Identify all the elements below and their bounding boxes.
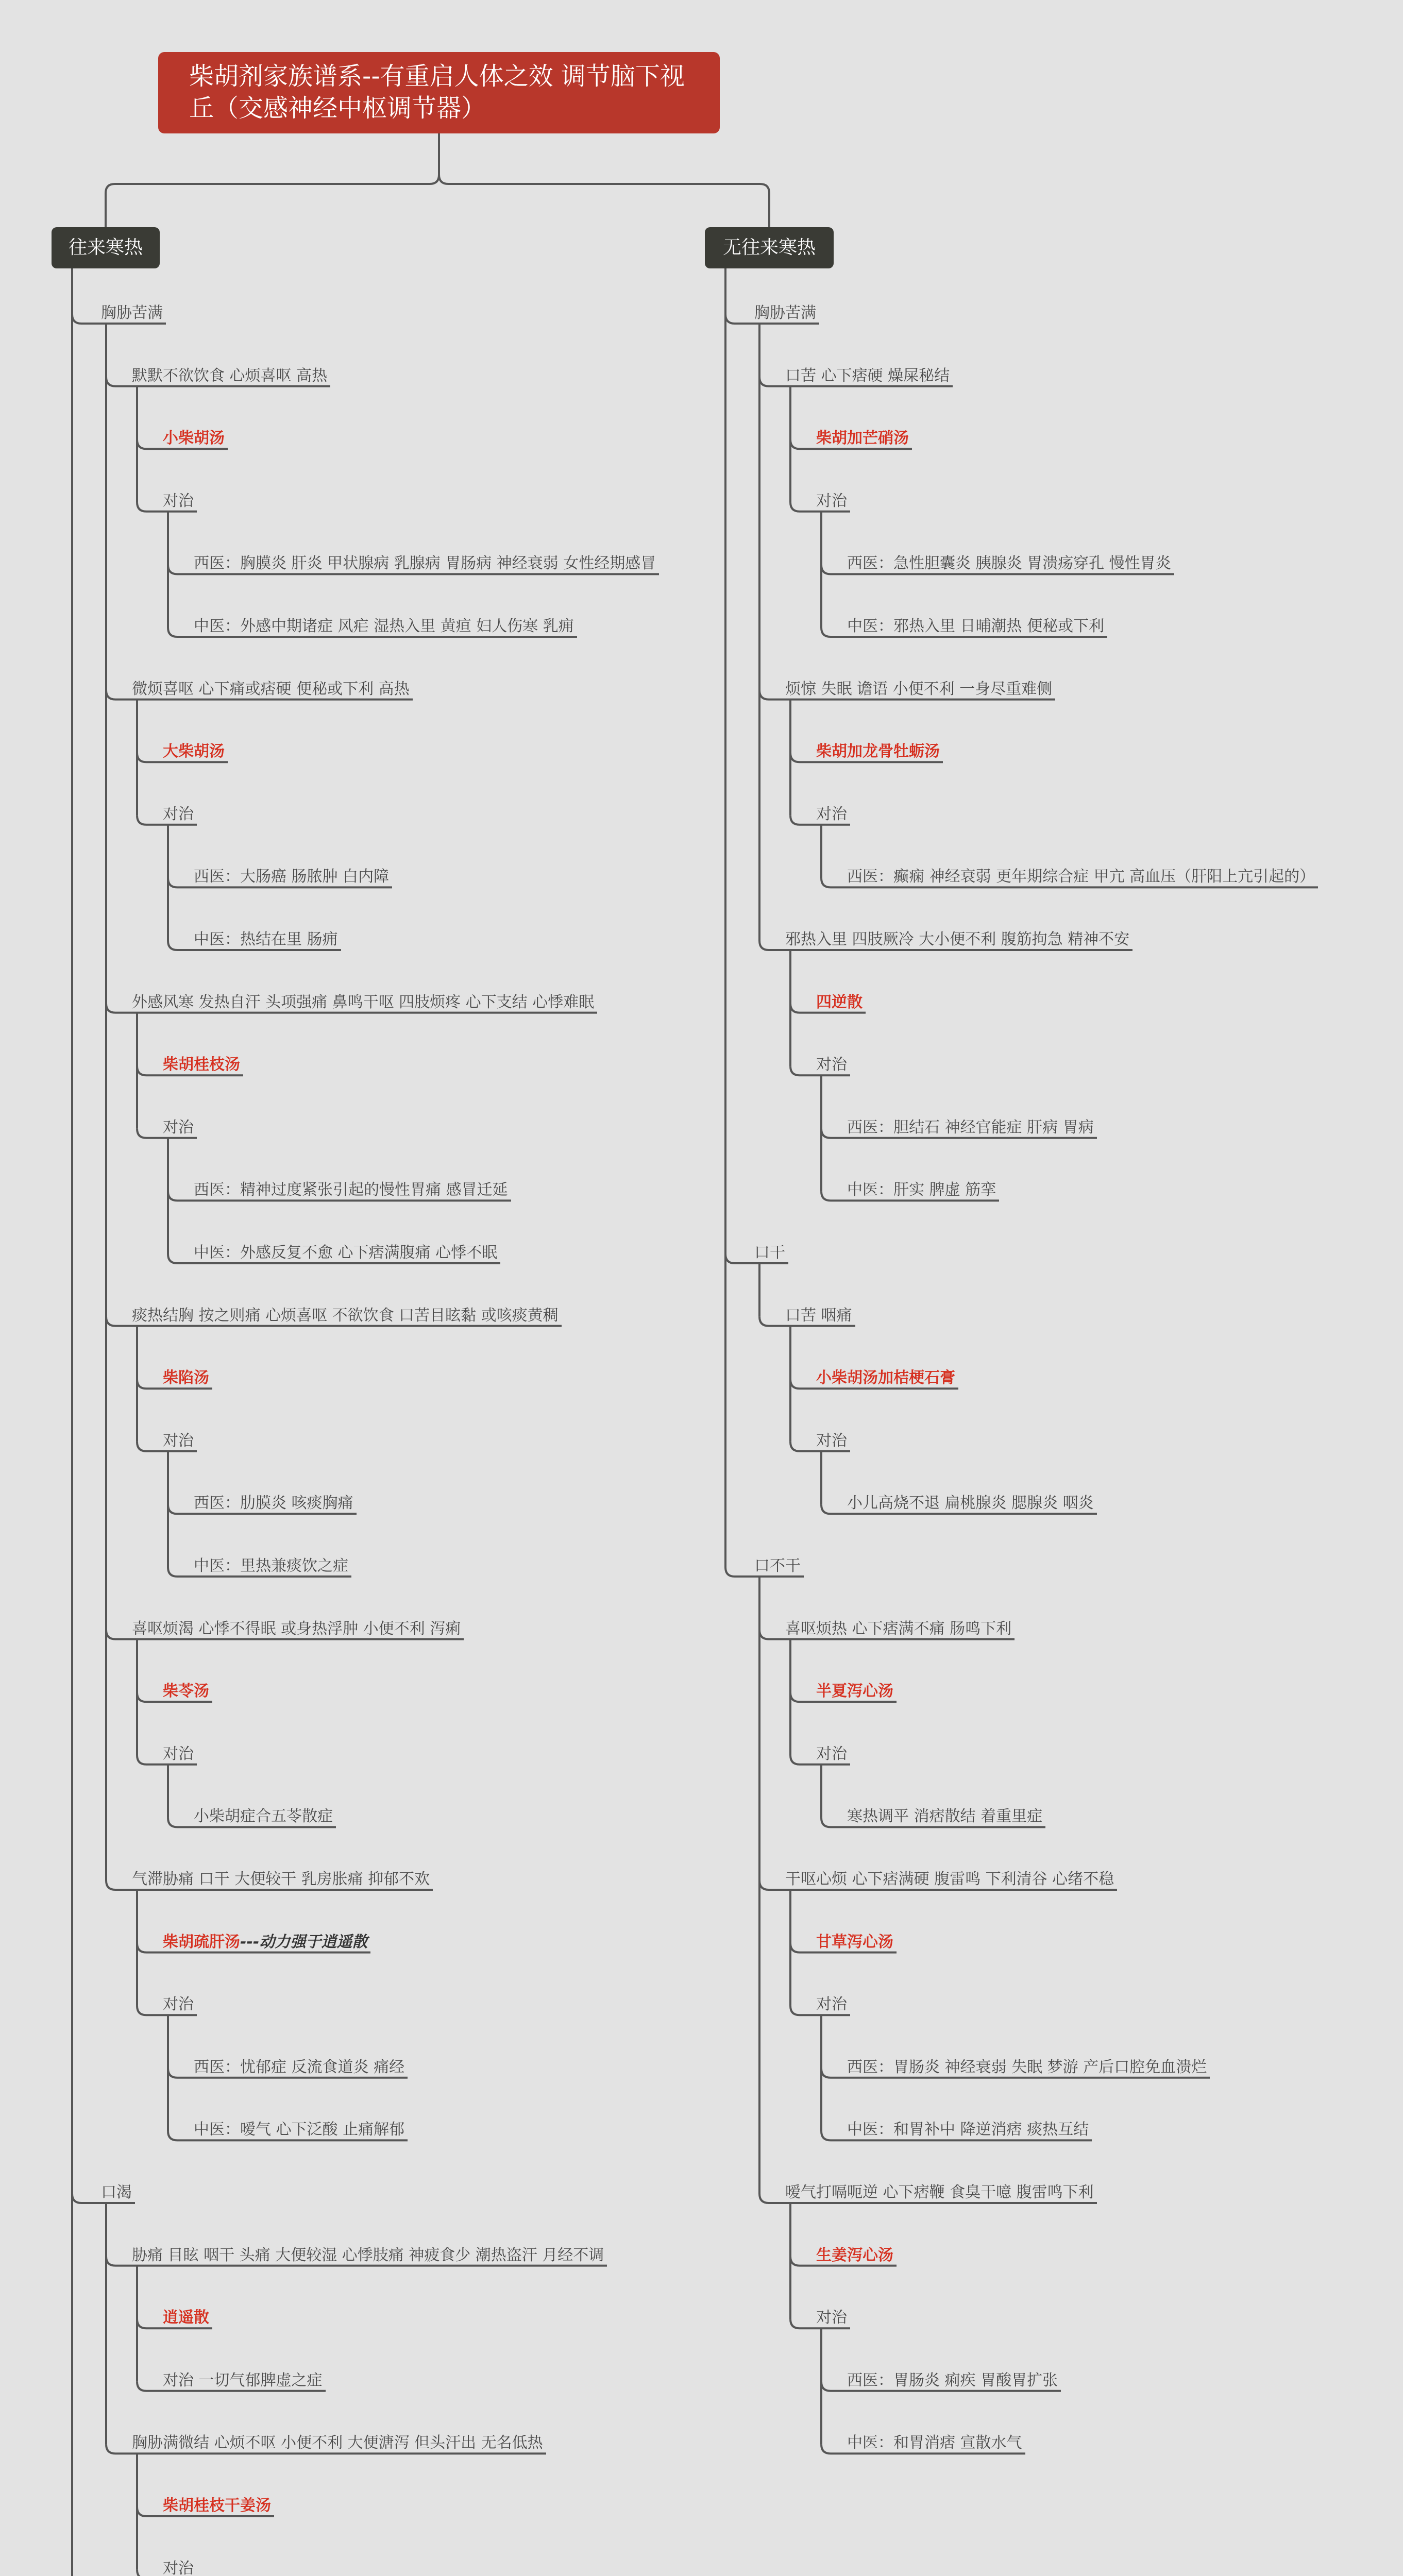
treat-label-1-2-0[interactable] [816, 1744, 847, 1765]
indication-1-2-1-0-label: 西医：胃肠炎 神经衰弱 失眠 梦游 产后口腔免血溃烂 [847, 2058, 1207, 2076]
indication-0-0-3-0[interactable] [194, 1493, 353, 1514]
formula-0-0-3-label: 柴陷汤 [163, 1369, 209, 1387]
connector [759, 1630, 782, 1639]
connector [759, 2194, 782, 2203]
connector [821, 878, 844, 887]
treat-label-1-2-1[interactable] [816, 1994, 847, 2015]
group-1-2[interactable] [754, 1556, 801, 1577]
treat-label-1-0-1[interactable] [816, 804, 847, 825]
formula-0-0-2-label: 柴胡桂枝汤 [163, 1056, 240, 1074]
connector [821, 628, 844, 637]
connector [72, 2194, 98, 2203]
indication-0-0-5-1-label: 中医：嗳气 心下泛酸 止痛解郁 [194, 2121, 405, 2139]
connector [137, 1442, 160, 1451]
connector [821, 2131, 844, 2140]
indication-0-0-1-1-label: 中医：热结在里 肠痈 [194, 930, 338, 948]
connector [790, 1943, 813, 1953]
indication-0-0-3-0-label: 西医：肋膜炎 咳痰胸痛 [194, 1494, 353, 1513]
connector [790, 1692, 813, 1702]
treat-label-0-0-2-label: 对治 [163, 1118, 194, 1137]
connector [790, 2257, 813, 2266]
connector [821, 2069, 844, 2078]
formula-1-0-0-label: 柴胡加芒硝汤 [816, 429, 909, 448]
connector [759, 377, 782, 386]
treat-label-1-0-0-label: 对治 [816, 492, 847, 510]
connector [137, 1066, 160, 1075]
connector [168, 1504, 191, 1514]
group-0-0[interactable] [101, 303, 163, 324]
connector [137, 1379, 160, 1388]
group-1-1[interactable] [754, 1243, 785, 1263]
formula-0-1-1-label: 柴胡桂枝干姜汤 [163, 2497, 271, 2515]
indication-1-2-2-1-label: 中医：和胃消痞 宣散水气 [847, 2434, 1022, 2452]
formula-1-2-2-label: 生姜泻心汤 [816, 2246, 893, 2264]
indication-1-2-1-1-label: 中医：和胃补中 降逆消痞 痰热互结 [847, 2121, 1089, 2139]
connector [137, 816, 160, 825]
treat-label-0-0-1-label: 对治 [163, 805, 194, 823]
treatment-0-1-0[interactable] [163, 2370, 323, 2391]
treat-label-0-0-3[interactable] [163, 1431, 194, 1451]
formula-1-1-0-label: 小柴胡汤加桔梗石膏 [816, 1369, 955, 1387]
treat-label-1-0-1-label: 对治 [816, 805, 847, 823]
formula-0-0-2[interactable] [163, 1055, 240, 1075]
indication-1-2-0-0-label: 寒热调平 消痞散结 着重里症 [847, 1807, 1043, 1826]
treat-label-1-2-2-label: 对治 [816, 2309, 847, 2327]
treat-label-0-1-1[interactable] [163, 2558, 194, 2576]
indication-0-0-4-0-label: 小柴胡症合五苓散症 [194, 1807, 333, 1826]
formula-1-0-0[interactable] [816, 428, 909, 449]
indication-0-0-2-1[interactable] [194, 1243, 497, 1263]
group-1-0-label: 胸胁苦满 [754, 304, 816, 322]
symptom-1-0-0[interactable] [785, 366, 950, 386]
symptom-1-2-1-label: 干呕心烦 心下痞满硬 腹雷鸣 下利清谷 心绪不稳 [785, 1870, 1114, 1888]
symptom-0-1-0[interactable] [132, 2245, 604, 2266]
formula-0-0-5-label: 柴胡疏肝汤 [163, 1933, 240, 1951]
treat-label-1-1-0-label: 对治 [816, 1431, 847, 1450]
indication-1-0-2-0[interactable] [847, 1117, 1094, 1138]
treat-label-1-0-0[interactable] [816, 491, 847, 512]
connector [725, 1567, 751, 1577]
indication-0-0-0-0[interactable] [194, 553, 656, 574]
indication-1-0-2-0-label: 西医：胆结石 神经官能症 肝病 胃病 [847, 1118, 1094, 1137]
indication-1-0-1-0[interactable] [847, 867, 1315, 887]
indication-0-0-0-0-label: 西医：胸膜炎 肝炎 甲状腺病 乳腺病 胃肠病 神经衰弱 女性经期感冒 [194, 554, 656, 573]
connector [168, 2069, 191, 2078]
formula-0-0-3[interactable] [163, 1368, 209, 1388]
connector [790, 1066, 813, 1075]
symptom-1-0-1-label: 烦惊 失眠 谵语 小便不利 一身尽重难侧 [785, 680, 1053, 698]
treat-label-0-0-4-label: 对治 [163, 1744, 194, 1763]
treat-label-0-0-3-label: 对治 [163, 1431, 194, 1450]
group-0-1[interactable] [101, 2182, 132, 2203]
indication-1-2-1-0[interactable] [847, 2057, 1207, 2078]
connector [137, 1692, 160, 1702]
indication-1-2-2-1[interactable] [847, 2433, 1022, 2453]
treat-label-1-0-2[interactable] [816, 1055, 847, 1075]
connector [72, 314, 98, 324]
connector [759, 1317, 782, 1326]
indication-0-0-0-1-label: 中医：外感中期诸症 风疟 湿热入里 黄疸 妇人伤寒 乳痈 [194, 617, 574, 635]
formula-0-1-0[interactable] [163, 2308, 209, 2328]
indication-0-0-5-1[interactable] [194, 2120, 404, 2140]
connector [106, 2257, 129, 2266]
indication-1-2-2-0-label: 西医：胃肠炎 痢疾 胃酸胃扩张 [847, 2371, 1058, 2389]
connector [168, 1254, 191, 1263]
group-1-0[interactable] [754, 303, 816, 324]
symptom-0-0-5-label: 气滞胁痛 口干 大便较干 乳房胀痛 抑郁不欢 [132, 1870, 430, 1888]
symptom-0-0-4[interactable] [132, 1619, 461, 1639]
symptom-0-1-0-label: 胁痛 目眩 咽干 头痛 大便较湿 心悸肢痛 神疲食少 潮热盗汗 月经不调 [132, 2246, 604, 2264]
connector [821, 2382, 844, 2391]
treat-label-1-2-2[interactable] [816, 2308, 847, 2328]
formula-1-0-1[interactable] [816, 741, 940, 762]
indication-0-0-3-1-label: 中医：里热兼痰饮之症 [194, 1557, 348, 1575]
indication-0-0-2-0-label: 西医：精神过度紧张引起的慢性胃痛 感冒迁延 [194, 1181, 508, 1199]
connector [168, 1567, 191, 1577]
connector [106, 690, 129, 700]
symptom-1-2-0-label: 喜呕烦热 心下痞满不痛 肠鸣下利 [785, 1619, 1012, 1638]
group-0-1-label: 口渴 [101, 2183, 132, 2201]
connector [439, 175, 769, 227]
connector [790, 502, 813, 512]
indication-1-1-0-0[interactable] [847, 1493, 1094, 1514]
connector [137, 1755, 160, 1765]
formula-1-0-2[interactable] [816, 992, 863, 1013]
formula-0-0-4-label: 柴苓汤 [163, 1682, 209, 1701]
connector [821, 1504, 844, 1514]
connector [137, 2382, 160, 2391]
formula-1-2-0[interactable] [816, 1681, 893, 1702]
symptom-1-2-2[interactable] [785, 2182, 1094, 2203]
connector [821, 1191, 844, 1200]
connector [106, 175, 439, 227]
symptom-0-0-0-label: 默默不欲饮食 心烦喜呕 高热 [132, 366, 328, 385]
branch-no-alternating-chills-fever[interactable]: 无往来寒热 [705, 227, 834, 268]
treat-label-0-0-4[interactable] [163, 1744, 194, 1765]
group-0-0-label: 胸胁苦满 [101, 304, 163, 322]
symptom-0-1-1-label: 胸胁满微结 心烦不呕 小便不利 大便溏泻 但头汗出 无名低热 [132, 2434, 543, 2452]
formula-0-0-5-note: ---动力强于逍遥散 [240, 1933, 368, 1951]
symptom-1-1-0-label: 口苦 咽痛 [785, 1306, 852, 1325]
indication-0-0-1-0[interactable] [194, 867, 389, 887]
indication-1-0-1-0-label: 西医：癫痫 神经衰弱 更年期综合症 甲亢 高血压（肝阳上亢引起的） [847, 868, 1315, 886]
indication-1-0-2-1[interactable] [847, 1180, 996, 1200]
connector [821, 565, 844, 574]
connector [790, 753, 813, 762]
formula-1-0-1-label: 柴胡加龙骨牡蛎汤 [816, 742, 940, 761]
connector [725, 314, 751, 324]
formula-0-0-1-label: 大柴胡汤 [163, 742, 225, 761]
formula-1-0-2-label: 四逆散 [816, 993, 863, 1011]
connector [790, 1755, 813, 1765]
connector [168, 2131, 191, 2140]
connector [168, 941, 191, 950]
indication-1-0-0-1-label: 中医：邪热入里 日晡潮热 便秘或下利 [847, 617, 1105, 635]
connector [821, 1129, 844, 1138]
connector [168, 1818, 191, 1827]
indication-1-0-2-1-label: 中医：肝实 脾虚 筋挛 [847, 1181, 996, 1199]
connector [725, 1254, 751, 1263]
indication-0-0-0-1[interactable] [194, 616, 574, 637]
indication-0-0-3-1[interactable] [194, 1556, 348, 1577]
connector [137, 1129, 160, 1138]
symptom-1-2-2-label: 嗳气打嗝呃逆 心下痞鞭 食臭干噫 腹雷鸣下利 [785, 2183, 1094, 2201]
symptom-1-0-1[interactable] [785, 679, 1052, 700]
formula-0-0-5[interactable] [163, 1932, 367, 1953]
connector [137, 2507, 160, 2516]
connector [790, 1442, 813, 1451]
symptom-0-0-1-label: 微烦喜呕 心下痛或痞硬 便秘或下利 高热 [132, 680, 410, 698]
treat-label-0-0-0[interactable] [163, 491, 194, 512]
connector [821, 1818, 844, 1827]
symptom-1-2-1[interactable] [785, 1869, 1114, 1890]
symptom-0-0-3-label: 痰热结胸 按之则痛 心烦喜呕 不欲饮食 口苦目眩黏 或咳痰黄稠 [132, 1306, 559, 1325]
symptom-0-0-3[interactable] [132, 1306, 559, 1326]
connector [790, 2006, 813, 2015]
connector [759, 1880, 782, 1890]
group-1-1-label: 口干 [754, 1244, 785, 1262]
connector [106, 2444, 129, 2453]
treat-label-0-0-1[interactable] [163, 804, 194, 825]
connector [106, 1630, 129, 1639]
connector [759, 941, 782, 950]
indication-0-0-4-0[interactable] [194, 1806, 333, 1827]
connector [137, 2570, 160, 2576]
treat-label-0-1-1-label: 对治 [163, 2559, 194, 2576]
connector [137, 502, 160, 512]
connector [137, 439, 160, 449]
symptom-0-0-0[interactable] [132, 366, 327, 386]
formula-0-0-1[interactable] [163, 741, 225, 762]
branch-alternating-chills-fever[interactable]: 往来寒热 [52, 227, 160, 268]
formula-0-0-0[interactable] [163, 428, 225, 449]
connector [168, 1191, 191, 1200]
treat-label-0-0-5[interactable] [163, 1994, 194, 2015]
connector [106, 1880, 129, 1890]
indication-1-0-0-0[interactable] [847, 553, 1171, 574]
formula-0-0-0-label: 小柴胡汤 [163, 429, 225, 448]
connector [137, 2006, 160, 2015]
connector [790, 816, 813, 825]
connector [790, 2319, 813, 2328]
indication-1-0-0-1[interactable] [847, 616, 1104, 637]
connector [821, 2444, 844, 2453]
connector [759, 690, 782, 700]
symptom-1-0-2[interactable] [785, 929, 1129, 950]
symptom-0-1-1[interactable] [132, 2433, 543, 2453]
treat-label-1-1-0[interactable] [816, 1431, 847, 1451]
formula-1-2-2[interactable] [816, 2245, 893, 2266]
formula-0-1-1[interactable] [163, 2496, 271, 2516]
connector [168, 565, 191, 574]
symptom-0-0-5[interactable] [132, 1869, 430, 1890]
indication-0-0-1-0-label: 西医：大肠癌 肠脓肿 白内障 [194, 868, 390, 886]
treat-label-1-2-0-label: 对治 [816, 1744, 847, 1763]
indication-1-2-2-0[interactable] [847, 2370, 1058, 2391]
connector [168, 628, 191, 637]
group-1-2-label: 口不干 [754, 1557, 801, 1575]
indication-1-2-1-1[interactable] [847, 2120, 1089, 2140]
connector [137, 1943, 160, 1953]
treat-label-0-0-2[interactable] [163, 1117, 194, 1138]
indication-1-1-0-0-label: 小儿高烧不退 扁桃腺炎 腮腺炎 咽炎 [847, 1494, 1094, 1513]
connector [790, 439, 813, 449]
indication-1-2-0-0[interactable] [847, 1806, 1042, 1827]
symptom-0-0-2[interactable] [132, 992, 594, 1013]
symptom-0-0-1[interactable] [132, 679, 410, 700]
symptom-0-0-4-label: 喜呕烦渴 心悸不得眠 或身热浮肿 小便不利 泻痢 [132, 1619, 461, 1638]
indication-0-0-5-0-label: 西医：忧郁症 反流食道炎 痛经 [194, 2058, 405, 2076]
symptom-1-0-0-label: 口苦 心下痞硬 燥屎秘结 [785, 366, 950, 385]
formula-1-1-0[interactable] [816, 1368, 955, 1388]
connector [137, 753, 160, 762]
indication-0-0-1-1[interactable] [194, 929, 338, 950]
symptom-1-2-0[interactable] [785, 1619, 1011, 1639]
connector [106, 1317, 129, 1326]
symptom-0-0-2-label: 外感风寒 发热自汗 头项强痛 鼻鸣干呕 四肢烦疼 心下支结 心悸难眠 [132, 993, 595, 1011]
treat-label-0-0-0-label: 对治 [163, 492, 194, 510]
formula-0-1-0-label: 逍遥散 [163, 2309, 209, 2327]
treat-label-1-2-1-label: 对治 [816, 1995, 847, 2014]
treat-label-0-0-5-label: 对治 [163, 1995, 194, 2014]
connector [790, 1379, 813, 1388]
indication-0-0-5-0[interactable] [194, 2057, 404, 2078]
formula-0-0-4[interactable] [163, 1681, 209, 1702]
connector [106, 377, 129, 386]
connector [790, 1004, 813, 1013]
root-title[interactable]: 柴胡剂家族谱系--有重启人体之效 调节脑下视丘（交感神经中枢调节器） [158, 52, 720, 133]
treatment-0-1-0-label: 对治 一切气郁脾虚之症 [163, 2371, 323, 2389]
indication-0-0-2-0[interactable] [194, 1180, 508, 1200]
indication-0-0-2-1-label: 中医：外感反复不愈 心下痞满腹痛 心悸不眠 [194, 1244, 498, 1262]
symptom-1-1-0[interactable] [785, 1306, 852, 1326]
formula-1-2-1[interactable] [816, 1932, 893, 1953]
symptom-1-0-2-label: 邪热入里 四肢厥冷 大小便不利 腹筋拘急 精神不安 [785, 930, 1130, 948]
connector [137, 2319, 160, 2328]
connector [106, 1004, 129, 1013]
formula-1-2-0-label: 半夏泻心汤 [816, 1682, 893, 1701]
treat-label-1-0-2-label: 对治 [816, 1056, 847, 1074]
indication-1-0-0-0-label: 西医：急性胆囊炎 胰腺炎 胃溃疡穿孔 慢性胃炎 [847, 554, 1171, 573]
connector [168, 878, 191, 887]
formula-1-2-1-label: 甘草泻心汤 [816, 1933, 893, 1951]
